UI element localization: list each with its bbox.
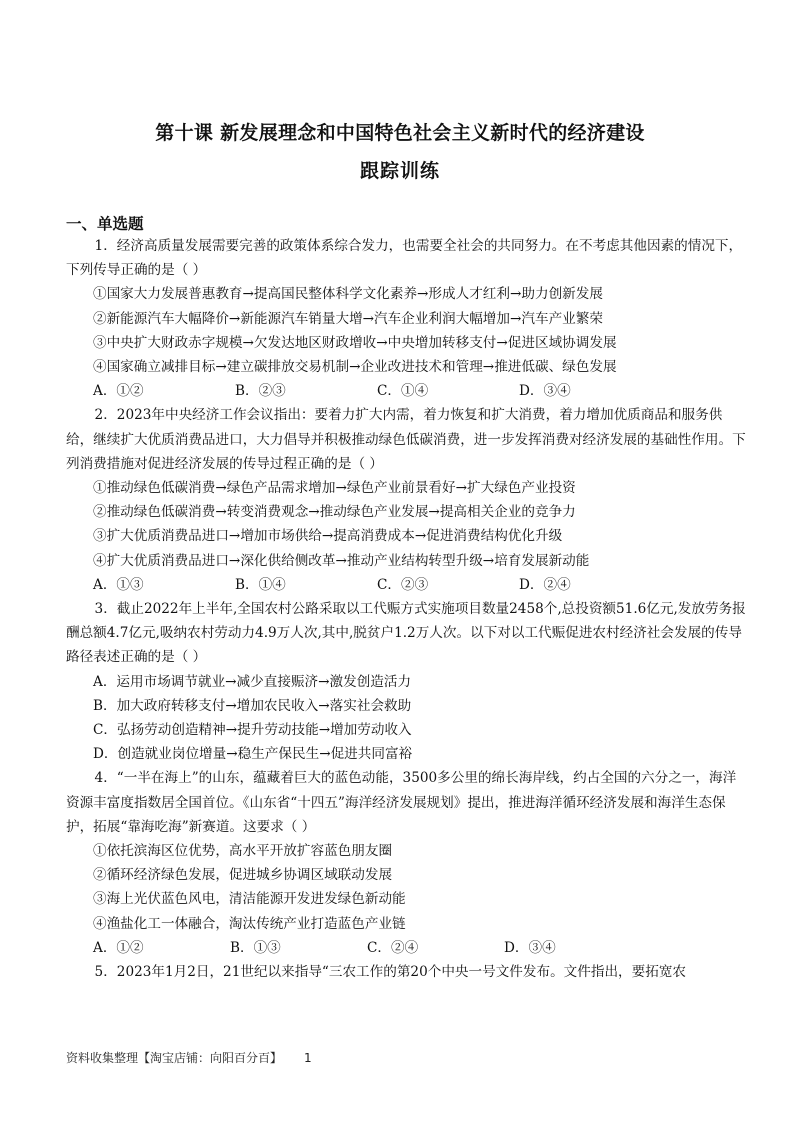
page-number: 1 [304, 1051, 312, 1065]
question-4-item-4: ④渔盐化工一体融合，淘汰传统产业打造蓝色产业链 [93, 915, 406, 932]
choice-d: D．②④ [519, 576, 571, 593]
question-2-item-4: ④扩大优质消费品进口→深化供给侧改革→推动产业结构转型升级→培育发展新动能 [93, 552, 590, 569]
page-footer [66, 1049, 312, 1066]
question-3-option-d: D．创造就业岗位增量→稳生产保民生→促进共同富裕 [93, 746, 413, 763]
question-2-item-3: ③扩大优质消费品进口→增加市场供给→提高消费成本→促进消费结构优化升级 [93, 528, 563, 545]
question-1-choices [66, 379, 746, 403]
question-3-stem: 3．截止2022年上半年,全国农村公路采取以工代赈方式实施项目数量2458个,总投资额51.6亿元,发放劳务报酬总额4.7亿元,吸纳农村劳动力4.9万人次,其中,脱贫户1.2万人次。以下对以工代赈促进农村经济社会发展的传导路径表述正确的是（ ） [66, 601, 746, 666]
question-list [66, 234, 746, 984]
choice-d: D．③④ [504, 939, 556, 956]
question-4-item-3: ③海上光伏蓝色风电，清洁能源开发进发绿色新动能 [93, 891, 406, 908]
question-1-item-2: ②新能源汽车大幅降价→新能源汽车销量大增→汽车企业利润大幅增加→汽车产业繁荣 [93, 310, 603, 327]
question-4-item-2: ②循环经济绿色发展，促进城乡协调区域联动发展 [93, 867, 393, 884]
choice-c: C．②③ [377, 576, 429, 593]
choice-c: C．①④ [377, 383, 429, 400]
page-subtitle: 跟踪训练 [359, 160, 440, 182]
question-3-option-c: C．弘扬劳动创造精神→提升劳动技能→增加劳动收入 [93, 722, 412, 739]
question-4-stem: 4．“一半在海上”的山东，蕴藏着巨大的蓝色动能，3500多公里的绵长海岸线，约占全国的六分之一，海洋资源丰富度指数居全国首位。《山东省“十四五”海洋经济发展规划》提出，推进海洋循环经济发展和海洋生态保护，拓展“靠海吃海”新赛道。这要求（ ） [66, 770, 737, 835]
question-1-item-1: ①国家大力发展普惠教育→提高国民整体科学文化素养→形成人才红利→助力创新发展 [93, 286, 603, 303]
footer-source-text: 资料收集整理【淘宝店铺：向阳百分百】 [66, 1051, 283, 1065]
question-2-choices [66, 573, 746, 597]
question-2-stem: 2．2023年中央经济工作会议指出：要着力扩大内需，着力恢复和扩大消费，着力增加优质商品和服务供给，继续扩大优质消费品进口，大力倡导并积极推动绿色低碳消费，进一步发挥消费对经济发展的基础性作用。下列消费措施对促进经济发展的传导过程正确的是（ ） [66, 407, 746, 472]
question-4-choices [66, 936, 746, 960]
page-title: 第十课 新发展理念和中国特色社会主义新时代的经济建设 [155, 122, 645, 144]
choice-a: A．①② [93, 939, 144, 956]
choice-a: A．①② [93, 383, 144, 400]
choice-b: B．①③ [230, 939, 281, 956]
question-2-item-1: ①推动绿色低碳消费→绿色产品需求增加→绿色产业前景看好→扩大绿色产业投资 [93, 480, 576, 497]
question-3-option-b: B．加大政府转移支付→增加农民收入→落实社会救助 [93, 697, 412, 714]
choice-d: D．③④ [519, 383, 571, 400]
question-4-item-1: ①依托滨海区位优势，高水平开放扩容蓝色朋友圈 [93, 843, 393, 860]
question-2-item-2: ②推动绿色低碳消费→转变消费观念→推动绿色产业发展→提高相关企业的竞争力 [93, 504, 576, 521]
question-1-stem: 1．经济高质量发展需要完善的政策体系综合发力，也需要全社会的共同努力。在不考虑其他因素的情况下，下列传导正确的是（ ） [66, 238, 743, 279]
choice-c: C．②④ [367, 939, 419, 956]
question-5-stem: 5．2023年1月2日，21世纪以来指导“三农工作的第20个中央一号文件发布。文件指出，要拓宽农 [94, 964, 687, 981]
question-1-item-4: ④国家确立减排目标→建立碳排放交易机制→企业改进技术和管理→推进低碳、绿色发展 [93, 359, 617, 376]
question-3-option-a: A．运用市场调节就业→减少直接赈济→激发创造活力 [93, 673, 412, 690]
question-1-item-3: ③中央扩大财政赤字规模→欠发达地区财政增收→中央增加转移支付→促进区域协调发展 [93, 334, 617, 351]
section-heading: 一、单选题 [66, 215, 144, 233]
choice-b: B．②③ [235, 383, 286, 400]
choice-a: A．①③ [93, 576, 144, 593]
choice-b: B．①④ [235, 576, 286, 593]
